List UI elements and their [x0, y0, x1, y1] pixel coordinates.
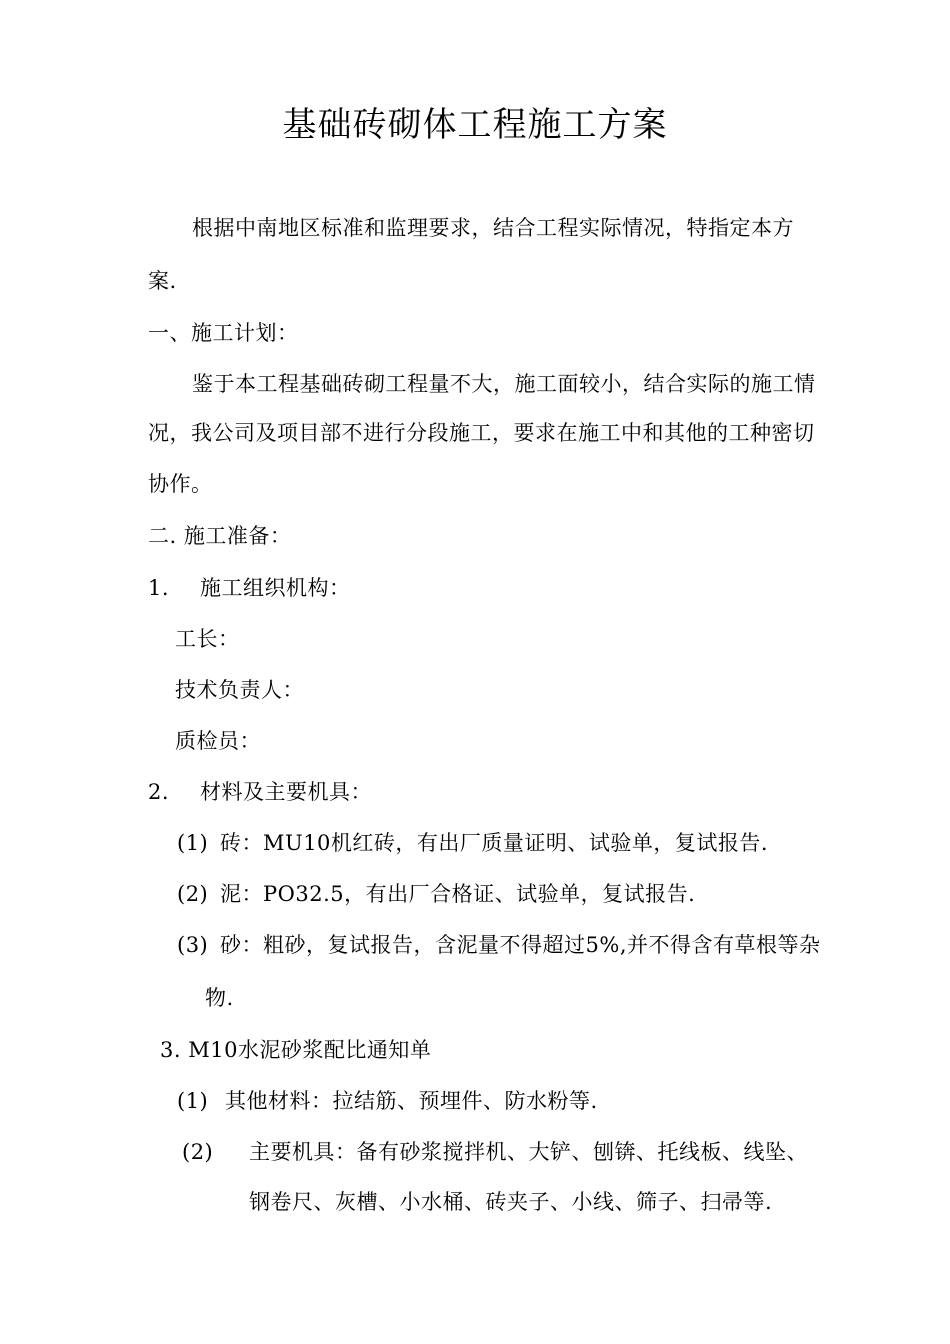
item-2-sub-3-text-line-2: 物. [205, 986, 234, 1010]
role-foreman: 工长： [175, 627, 240, 651]
role-technical-lead: 技术负责人： [175, 678, 304, 702]
item-3-label: 3. M10水泥砂浆配比通知单 [160, 1038, 432, 1062]
role-quality-inspector: 质检员： [175, 729, 261, 753]
item-3-sub-1 [177, 1086, 598, 1116]
item-2-sub-2 [177, 879, 695, 909]
item-3-sub-2-number: (2) [182, 1140, 214, 1164]
section-1-para-line-2: 况，我公司及项目部不进行分段施工，要求在施工中和其他的工种密切 [148, 421, 815, 445]
item-3-sub-2-text-line-1: 主要机具：备有砂浆搅拌机、大铲、刨锛、托线板、线坠、 [249, 1140, 808, 1164]
section-1-heading: 一、施工计划： [148, 321, 299, 345]
intro-line-2: 案. [148, 269, 177, 293]
item-2 [148, 777, 372, 807]
item-2-sub-3-text-line-1: 砂：粗砂，复试报告，含泥量不得超过5%,并不得含有草根等杂 [220, 933, 821, 957]
item-2-sub-3-number: (3) [177, 933, 209, 957]
item-2-number: 2. [148, 780, 170, 804]
item-3-sub-2 [182, 1137, 808, 1167]
item-1 [148, 573, 351, 603]
intro-line-1: 根据中南地区标准和监理要求，结合工程实际情况，特指定本方 [192, 216, 794, 240]
item-2-label: 材料及主要机具： [200, 780, 372, 804]
item-1-label: 施工组织机构： [200, 576, 351, 600]
item-2-sub-3 [177, 930, 821, 960]
item-1-number: 1. [148, 576, 170, 600]
section-1-para-line-1: 鉴于本工程基础砖砌工程量不大，施工面较小，结合实际的施工情 [192, 372, 816, 396]
item-2-sub-1 [177, 828, 768, 858]
document-title: 基础砖砌体工程施工方案 [282, 105, 668, 145]
section-2-heading: 二. 施工准备： [148, 524, 292, 548]
item-3-sub-1-text: 其他材料：拉结筋、预埋件、防水粉等. [225, 1089, 598, 1113]
item-2-sub-1-number: (1) [177, 831, 209, 855]
item-2-sub-2-text: 泥：PO32.5，有出厂合格证、试验单，复试报告. [220, 882, 696, 906]
item-2-sub-1-text: 砖：MU10机红砖，有出厂质量证明、试验单，复试报告. [220, 831, 769, 855]
section-1-para-line-3: 协作。 [148, 472, 213, 496]
item-3-sub-2-text-line-2: 钢卷尺、灰槽、小水桶、砖夹子、小线、筛子、扫帚等. [249, 1190, 773, 1214]
item-3-sub-1-number: (1) [177, 1089, 209, 1113]
item-2-sub-2-number: (2) [177, 882, 209, 906]
